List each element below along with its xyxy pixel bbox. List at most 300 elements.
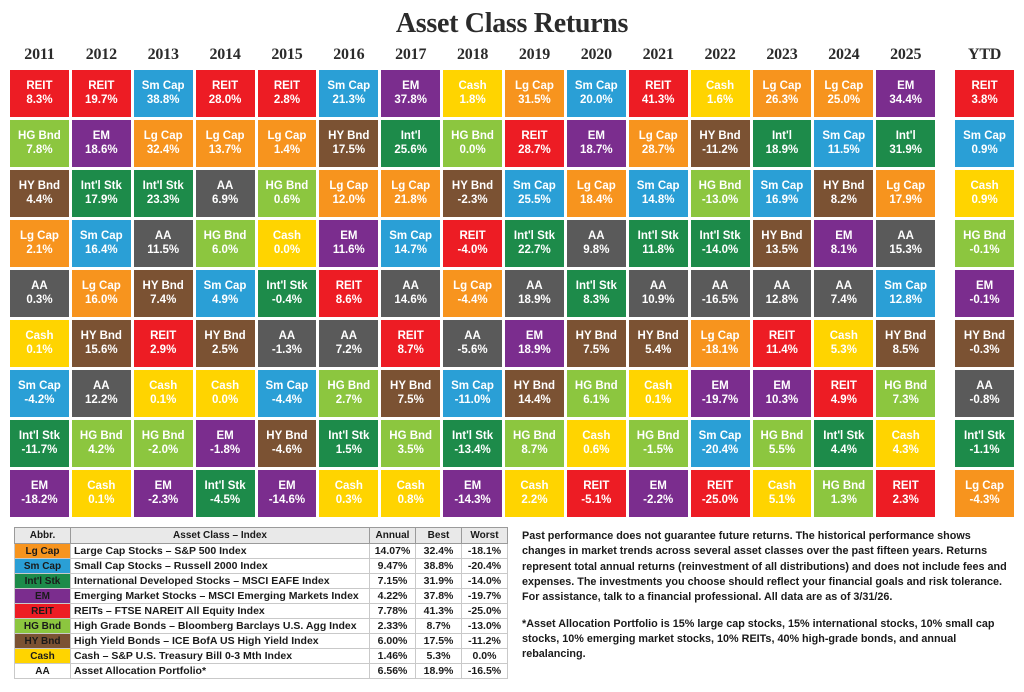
quilt-cell [691, 220, 750, 267]
cell-return-value: 4.3% [892, 443, 919, 456]
cell-return-value: 0.6% [273, 193, 301, 206]
quilt-cell [10, 270, 69, 317]
quilt-cell [134, 220, 193, 267]
cell-return-value: 34.4% [889, 93, 922, 106]
quilt-cell [134, 170, 193, 217]
quilt-cell [567, 70, 626, 117]
legend-best: 37.8% [416, 589, 462, 604]
cell-return-value: 5.5% [768, 443, 796, 456]
quilt-cell [381, 170, 440, 217]
cell-asset-label: HY Bnd [451, 179, 494, 192]
cell-asset-label: Int'l [895, 129, 916, 142]
cell-asset-label: HY Bnd [513, 379, 556, 392]
cell-return-value: -13.4% [454, 443, 491, 456]
quilt-cell [134, 320, 193, 367]
quilt-cell [814, 220, 873, 267]
cell-return-value: 10.9% [641, 293, 675, 306]
cell-asset-label: Int'l Stk [18, 429, 60, 442]
quilt-cell [629, 370, 688, 417]
quilt-cell [876, 420, 935, 467]
cell-asset-label: HY Bnd [204, 329, 246, 342]
quilt-cell [319, 70, 378, 117]
legend-abbr: HY Bnd [15, 634, 71, 649]
quilt-cell [629, 170, 688, 217]
cell-return-value: -2.0% [148, 443, 179, 456]
cell-return-value: 8.5% [892, 343, 919, 356]
cell-asset-label: REIT [150, 329, 177, 342]
cell-return-value: 17.9% [85, 193, 118, 206]
year-header-2021: 2021 [642, 46, 674, 63]
legend-best: 17.5% [416, 634, 462, 649]
cell-asset-label: Lg Cap [824, 79, 864, 92]
cell-return-value: 2.8% [273, 93, 301, 106]
cell-return-value: 28.7% [518, 143, 551, 156]
cell-asset-label: AA [402, 279, 419, 292]
legend-asset-name: High Grade Bonds – Bloomberg Barclays U.S. Agg Index [71, 619, 370, 634]
column-gap-spacer [938, 420, 952, 467]
legend-best: 31.9% [416, 574, 462, 589]
cell-asset-label: REIT [273, 79, 301, 92]
quilt-cell [629, 320, 688, 367]
cell-return-value: 8.7% [521, 443, 548, 456]
column-gap-spacer [938, 470, 952, 517]
legend-asset-name: Emerging Market Stocks – MSCI Emerging Markets Index [71, 589, 370, 604]
cell-return-value: 11.5% [147, 243, 180, 256]
cell-asset-label: REIT [521, 129, 548, 142]
cell-asset-label: Sm Cap [760, 179, 804, 192]
quilt-cell [629, 470, 688, 517]
quilt-cell [258, 70, 317, 117]
cell-asset-label: Int'l Stk [513, 229, 555, 242]
cell-asset-label: AA [976, 379, 993, 392]
cell-return-value: 8.2% [830, 193, 857, 206]
cell-asset-label: REIT [211, 79, 239, 92]
cell-asset-label: Int'l [771, 129, 792, 142]
quilt-cell [955, 370, 1014, 417]
quilt-cell [691, 170, 750, 217]
quilt-cell [196, 270, 255, 317]
cell-asset-label: Cash [520, 479, 549, 492]
cell-asset-label: Lg Cap [391, 179, 431, 192]
cell-return-value: -4.2% [24, 393, 55, 406]
cell-return-value: -0.4% [271, 293, 302, 306]
legend-header-row [15, 528, 508, 544]
cell-return-value: 8.3% [26, 93, 53, 106]
allocation-footnote: *Asset Allocation Portfolio is 15% large cap stocks, 15% international stocks, 10% small cap stocks, 10% emerging market stocks, 10% REITs, 40% high-grade bonds, and annual rebalancing. [522, 617, 995, 661]
legend-abbr: HG Bnd [15, 619, 71, 634]
legend-header-annual: Annual [370, 528, 416, 544]
legend-best: 5.3% [416, 649, 462, 664]
column-gap-spacer [938, 270, 952, 317]
cell-return-value: 15.6% [85, 343, 118, 356]
quilt-cell [691, 320, 750, 367]
cell-asset-label: EM [975, 279, 994, 292]
cell-asset-label: HY Bnd [80, 329, 122, 342]
legend-annual: 14.07% [370, 544, 416, 559]
quilt-cell [629, 270, 688, 317]
quilt-cell [691, 420, 750, 467]
quilt-cell [319, 420, 378, 467]
legend-header-asset-class: Asset Class – Index [71, 528, 370, 544]
cell-return-value: -19.7% [701, 393, 739, 406]
cell-return-value: 11.8% [642, 243, 675, 256]
cell-return-value: -1.3% [271, 343, 302, 356]
legend-annual: 4.22% [370, 589, 416, 604]
cell-return-value: -4.4% [457, 293, 488, 306]
column-gap-spacer [938, 220, 952, 267]
cell-return-value: 0.0% [211, 393, 239, 406]
quilt-cell [134, 370, 193, 417]
cell-asset-label: Int'l Stk [637, 229, 679, 242]
cell-asset-label: AA [31, 279, 48, 292]
quilt-cell [876, 170, 935, 217]
legend-best: 41.3% [416, 604, 462, 619]
cell-return-value: -4.3% [969, 493, 1000, 506]
cell-asset-label: REIT [583, 479, 610, 492]
cell-return-value: 0.8% [397, 493, 424, 506]
bottom-section [6, 517, 1018, 679]
cell-return-value: -11.0% [454, 393, 491, 406]
cell-asset-label: HY Bnd [823, 179, 865, 192]
quilt-cell [319, 320, 378, 367]
cell-asset-label: Cash [396, 479, 425, 492]
cell-return-value: 26.3% [765, 93, 799, 106]
cell-asset-label: HY Bnd [142, 279, 184, 292]
legend-header-best: Best [416, 528, 462, 544]
cell-asset-label: Cash [644, 379, 673, 392]
quilt-cell [10, 320, 69, 367]
cell-asset-label: Int'l Stk [452, 429, 494, 442]
quilt-cell [629, 70, 688, 117]
quilt-cell [753, 270, 812, 317]
cell-return-value: 3.5% [397, 443, 424, 456]
legend-annual: 7.15% [370, 574, 416, 589]
cell-return-value: 6.9% [211, 193, 239, 206]
cell-return-value: -18.1% [701, 343, 739, 356]
cell-asset-label: Int'l Stk [575, 279, 617, 292]
cell-asset-label: Int'l Stk [699, 229, 741, 242]
cell-asset-label: Lg Cap [514, 79, 554, 92]
cell-return-value: 12.0% [332, 193, 366, 206]
quilt-cell [258, 270, 317, 317]
cell-return-value: -0.8% [969, 393, 1000, 406]
cell-return-value: -1.5% [643, 443, 674, 456]
cell-asset-label: Cash [87, 479, 116, 492]
year-header-2015: 2015 [271, 46, 303, 63]
cell-asset-label: AA [93, 379, 110, 392]
cell-return-value: -1.8% [210, 443, 241, 456]
cell-asset-label: Lg Cap [965, 479, 1005, 492]
cell-return-value: 28.0% [208, 93, 242, 106]
cell-return-value: 25.6% [394, 143, 427, 156]
cell-asset-label: Int'l Stk [328, 429, 370, 442]
quilt-cell [567, 370, 626, 417]
cell-asset-label: Lg Cap [886, 179, 926, 192]
cell-asset-label: Cash [970, 179, 999, 192]
quilt-cell [443, 170, 502, 217]
cell-return-value: 16.9% [765, 193, 799, 206]
legend-abbr: REIT [15, 604, 71, 619]
quilt-cell [443, 370, 502, 417]
cell-asset-label: HG Bnd [141, 429, 185, 442]
cell-asset-label: Sm Cap [822, 129, 866, 142]
cell-asset-label: HY Bnd [575, 329, 617, 342]
quilt-cell [196, 120, 255, 167]
cell-return-value: -16.5% [701, 293, 739, 306]
quilt-cell [319, 270, 378, 317]
notes-panel [522, 527, 1010, 679]
cell-asset-label: Cash [149, 379, 178, 392]
quilt-cell [505, 370, 564, 417]
cell-asset-label: REIT [768, 329, 796, 342]
cell-return-value: 17.9% [889, 193, 922, 206]
cell-return-value: 16.0% [85, 293, 118, 306]
cell-return-value: -11.7% [21, 443, 58, 456]
quilt-cell [876, 470, 935, 517]
legend-asset-name: Asset Allocation Portfolio* [71, 664, 370, 679]
quilt-cell [381, 70, 440, 117]
quilt-cell [955, 320, 1014, 367]
quilt-cell [319, 120, 378, 167]
quilt-cell [381, 220, 440, 267]
cell-asset-label: HG Bnd [513, 429, 556, 442]
quilt-cell [443, 420, 502, 467]
quilt-cell [567, 120, 626, 167]
cell-return-value: -1.1% [969, 443, 1000, 456]
year-header-2016: 2016 [333, 46, 365, 63]
cell-return-value: 4.4% [26, 193, 53, 206]
cell-return-value: 7.4% [150, 293, 177, 306]
quilt-cell [381, 320, 440, 367]
quilt-cell [10, 170, 69, 217]
quilt-cell [876, 320, 935, 367]
year-header-2019: 2019 [518, 46, 551, 63]
quilt-cell [955, 470, 1014, 517]
quilt-cell [753, 70, 812, 117]
quilt-cell [505, 70, 564, 117]
cell-asset-label: HG Bnd [265, 179, 309, 192]
cell-asset-label: Lg Cap [143, 129, 183, 142]
cell-return-value: 18.9% [518, 293, 551, 306]
quilt-cell [10, 370, 69, 417]
cell-return-value: 6.0% [211, 243, 239, 256]
cell-return-value: 8.6% [335, 293, 362, 306]
cell-return-value: 38.8% [146, 93, 180, 106]
cell-asset-label: Int'l Stk [80, 179, 122, 192]
cell-asset-label: HG Bnd [79, 429, 123, 442]
cell-return-value: 5.1% [768, 493, 796, 506]
cell-return-value: 2.1% [26, 243, 53, 256]
cell-asset-label: Int'l [400, 129, 421, 142]
quilt-cell [505, 270, 564, 317]
quilt-cell [134, 420, 193, 467]
cell-asset-label: HG Bnd [574, 379, 618, 392]
quilt-cell [196, 470, 255, 517]
quilt-cell [876, 370, 935, 417]
cell-return-value: 11.4% [765, 343, 798, 356]
legend-worst: -18.1% [462, 544, 508, 559]
legend-abbr: EM [15, 589, 71, 604]
cell-asset-label: Int'l Stk [266, 279, 308, 292]
cell-asset-label: AA [526, 279, 543, 292]
cell-asset-label: AA [835, 279, 853, 292]
cell-return-value: 15.3% [889, 243, 922, 256]
legend-best: 18.9% [416, 664, 462, 679]
cell-return-value: 31.5% [518, 93, 551, 106]
cell-return-value: 4.2% [88, 443, 115, 456]
legend-row [15, 634, 508, 649]
quilt-cell [814, 470, 873, 517]
quilt-cell [753, 220, 812, 267]
legend-row [15, 574, 508, 589]
cell-return-value: 7.5% [583, 343, 610, 356]
quilt-cell [258, 170, 317, 217]
cell-asset-label: Sm Cap [451, 379, 494, 392]
cell-return-value: 0.1% [150, 393, 177, 406]
cell-return-value: 8.3% [583, 293, 610, 306]
quilt-cell [196, 220, 255, 267]
cell-asset-label: HG Bnd [451, 129, 494, 142]
cell-return-value: -4.0% [457, 243, 488, 256]
cell-return-value: 18.6% [85, 143, 118, 156]
cell-return-value: 18.7% [580, 143, 613, 156]
cell-asset-label: Int'l Stk [964, 429, 1006, 442]
quilt-cell [258, 320, 317, 367]
cell-return-value: 1.4% [273, 143, 301, 156]
quilt-cell [814, 70, 873, 117]
cell-return-value: 4.9% [830, 393, 857, 406]
quilt-cell [691, 120, 750, 167]
cell-asset-label: Cash [458, 79, 487, 92]
cell-asset-label: REIT [335, 279, 362, 292]
year-header-2018: 2018 [456, 46, 489, 63]
quilt-cell [10, 470, 69, 517]
quilt-cell [955, 220, 1014, 267]
cell-asset-label: HG Bnd [760, 429, 804, 442]
cell-asset-label: Cash [25, 329, 54, 342]
cell-return-value: -2.3% [457, 193, 488, 206]
quilt-cell [567, 420, 626, 467]
legend-header-worst: Worst [462, 528, 508, 544]
quilt-cell [691, 270, 750, 317]
cell-asset-label: Sm Cap [203, 279, 247, 292]
cell-return-value: 1.5% [335, 443, 362, 456]
cell-asset-label: EM [835, 229, 853, 242]
legend-table [14, 527, 508, 679]
cell-return-value: 5.3% [830, 343, 857, 356]
quilt-cell [753, 170, 812, 217]
disclaimer-paragraph: Past performance does not guarantee future returns. The historical performance shows changes in market trends across several asset classes over the past fifteen years. Returns represent total annual returns (reinvestment of all distributions) and does not include fees and expenses. The investments you choose should reflect your financial goals and risk tolerance. For assistance, talk to a financial professional. All data are as of 3/31/26. [522, 530, 1007, 604]
legend-best: 32.4% [416, 544, 462, 559]
cell-asset-label: Int'l Stk [142, 179, 184, 192]
legend-asset-name: High Yield Bonds – ICE BofA US High Yield Index [71, 634, 370, 649]
cell-asset-label: REIT [397, 329, 424, 342]
cell-return-value: -14.3% [454, 493, 491, 506]
cell-return-value: -4.5% [210, 493, 241, 506]
cell-return-value: -20.4% [701, 443, 739, 456]
cell-return-value: 0.6% [583, 443, 610, 456]
quilt-cell [443, 470, 502, 517]
quilt-cell [955, 270, 1014, 317]
cell-asset-label: Sm Cap [18, 379, 61, 392]
quilt-cell [753, 420, 812, 467]
cell-return-value: 20.0% [580, 93, 613, 106]
cell-asset-label: EM [92, 129, 110, 142]
cell-asset-label: Sm Cap [963, 129, 1006, 142]
cell-return-value: 0.9% [971, 193, 998, 206]
cell-asset-label: EM [773, 379, 791, 392]
legend-asset-name: International Developed Stocks – MSCI EAFE Index [71, 574, 370, 589]
cell-return-value: 0.3% [335, 493, 362, 506]
cell-return-value: 0.1% [26, 343, 53, 356]
cell-return-value: 23.3% [146, 193, 180, 206]
cell-return-value: 22.7% [518, 243, 551, 256]
cell-return-value: -0.3% [969, 343, 1000, 356]
legend-asset-name: Small Cap Stocks – Russell 2000 Index [71, 559, 370, 574]
cell-asset-label: AA [649, 279, 667, 292]
cell-asset-label: HY Bnd [637, 329, 679, 342]
cell-asset-label: HG Bnd [18, 129, 61, 142]
quilt-cell [443, 70, 502, 117]
cell-return-value: 1.6% [706, 93, 734, 106]
year-header-2013: 2013 [147, 46, 179, 63]
quilt-cell [443, 220, 502, 267]
legend-worst: -19.7% [462, 589, 508, 604]
quilt-cell [691, 370, 750, 417]
legend-row [15, 559, 508, 574]
cell-asset-label: EM [216, 429, 234, 442]
cell-asset-label: HG Bnd [389, 429, 433, 442]
quilt-cell [955, 420, 1014, 467]
cell-return-value: 3.8% [971, 93, 998, 106]
cell-asset-label: HY Bnd [18, 179, 61, 192]
cell-return-value: 4.9% [211, 293, 239, 306]
cell-return-value: 18.9% [765, 143, 799, 156]
cell-return-value: 14.4% [518, 393, 551, 406]
quilt-cell [72, 470, 131, 517]
column-gap-spacer [938, 70, 952, 117]
legend-row [15, 619, 508, 634]
page-title: Asset Class Returns [395, 8, 629, 39]
cell-asset-label: EM [463, 479, 482, 492]
quilt-cell [814, 320, 873, 367]
cell-return-value: 7.4% [830, 293, 857, 306]
quilt-cell [381, 370, 440, 417]
cell-asset-label: AA [278, 329, 296, 342]
cell-asset-label: HY Bnd [963, 329, 1006, 342]
cell-return-value: 0.1% [645, 393, 672, 406]
quilt-cell [567, 220, 626, 267]
legend-worst: -11.2% [462, 634, 508, 649]
cell-return-value: -11.2% [702, 143, 738, 156]
cell-asset-label: HG Bnd [884, 379, 928, 392]
cell-asset-label: REIT [645, 79, 672, 92]
quilt-cell [753, 370, 812, 417]
cell-return-value: 12.2% [85, 393, 118, 406]
legend-row [15, 589, 508, 604]
cell-asset-label: HY Bnd [761, 229, 803, 242]
cell-asset-label: Cash [272, 229, 301, 242]
cell-return-value: 37.8% [394, 93, 427, 106]
cell-return-value: 8.7% [397, 343, 424, 356]
cell-return-value: -4.6% [271, 443, 302, 456]
cell-return-value: -5.6% [457, 343, 488, 356]
cell-return-value: 2.3% [892, 493, 919, 506]
cell-return-value: 7.2% [335, 343, 362, 356]
quilt-cell [505, 470, 564, 517]
cell-return-value: -2.3% [148, 493, 179, 506]
cell-return-value: -5.1% [581, 493, 612, 506]
